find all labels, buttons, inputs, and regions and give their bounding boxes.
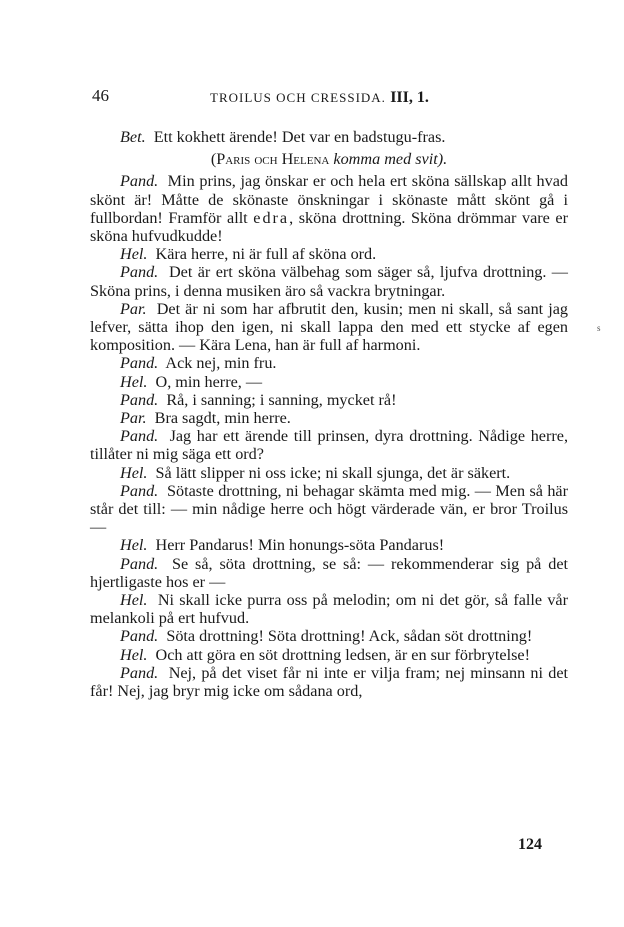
speaker-name: Bet.: [120, 128, 146, 146]
stage-direction-names: (Paris och Helena: [210, 150, 330, 169]
speech-text: Bra sagdt, min herre.: [154, 409, 291, 428]
running-header: [92, 86, 572, 108]
speech-text: Herr Pandarus! Min honungs-söta Pandarus!: [155, 536, 445, 555]
speaker-name: Par.: [120, 409, 147, 428]
speech-text: O, min herre, —: [155, 372, 263, 391]
speaker-name: Pand.: [120, 390, 159, 409]
speaker-name: Pand.: [120, 263, 159, 282]
speech-text: Och att göra en söt drottning ledsen, är en sur förbrytelse!: [155, 645, 530, 664]
speech: [90, 409, 568, 427]
speech: [90, 391, 568, 409]
speaker-name: Hel.: [120, 372, 148, 391]
speaker-name: Pand.: [120, 427, 159, 446]
speaker-name: Hel.: [120, 463, 148, 482]
speech-text: Rå, i sanning; i sanning, mycket rå!: [166, 390, 397, 409]
margin-mark: s: [597, 323, 601, 333]
speech: [90, 591, 568, 627]
speech-text: Ni skall icke purra oss på melodin; om ni det gör, så falle vår melankoli på ert hufvud.: [90, 591, 568, 628]
speaker-name: Hel.: [120, 591, 148, 610]
speech: [90, 373, 568, 391]
speech-text: Söta drottning! Söta drottning! Ack, sådan söt drottning!: [166, 627, 533, 646]
speech-text: Ett kokhett ärende! Det var en badstugu-fras.: [153, 128, 446, 146]
speech: [90, 664, 568, 700]
speech: [90, 646, 568, 664]
speech-text: Så lätt slipper ni oss icke; ni skall sjunga, det är säkert.: [155, 463, 511, 482]
speech: [90, 300, 568, 355]
speech-text: Jag har ett ärende till prinsen, dyra drottning. Nådige herre, tillåter ni mig säga ett ord?: [90, 427, 569, 464]
dialogue: [90, 172, 568, 700]
speaker-name: Pand.: [120, 554, 159, 573]
signature-mark: 124: [518, 836, 542, 853]
emphasis-spaced: edra: [253, 208, 290, 227]
speech-text: Sötaste drottning, ni behagar skämta med mig. — Men så här står det till: — min nådige herre och högt värderade vän, er bror Troilus —: [90, 481, 568, 537]
speech-text: Nej, på det viset får ni inte er vilja fram; nej minsann ni det får! Nej, jag bryr mig icke om sådana ord,: [90, 663, 568, 701]
speaker-name: Hel.: [120, 536, 148, 555]
text-body: [90, 128, 568, 700]
speech-text: Min prins, jag önskar er och hela ert sköna sällskap allt hvad skönt är! Måtte de skönaste önskningar i skönaste mått skönt gå i fullbordan! Framför allt: [90, 172, 568, 227]
speaker-name: Pand.: [120, 172, 159, 191]
speaker-name: Par.: [120, 299, 147, 318]
speech-text-cont: , sköna drottning. Sköna drömmar vare er sköna hufvudkudde!: [90, 208, 568, 246]
speech: [90, 555, 568, 591]
stage-direction: [90, 150, 568, 168]
speaker-name: Pand.: [120, 663, 159, 682]
speaker-name: Hel.: [120, 645, 148, 664]
page-number: 46: [92, 86, 109, 105]
stage-direction-action: komma med svit).: [333, 150, 448, 169]
speech: [90, 482, 568, 537]
speech-text: Ack nej, min fru.: [165, 354, 277, 373]
speaker-name: Pand.: [120, 627, 159, 646]
speech-text: Det är ert sköna välbehag som säger så, ljufva drottning. — Sköna prins, i denna musiken äro så vackra brytningar.: [90, 263, 568, 300]
speech-text: Se så, söta drottning, se så: — rekommenderar sig på det hjertligaste hos er —: [90, 554, 569, 591]
running-title-text: TROILUS OCH CRESSIDA.: [210, 90, 386, 105]
opening-speech: [90, 128, 568, 146]
speaker-name: Pand.: [120, 481, 159, 500]
speech: [90, 354, 568, 372]
act-scene: III, 1.: [390, 89, 429, 106]
speech-text: Det är ni som har afbrutit den, kusin; men ni skall, så sant jag lefver, sätta ihop den igen, ni skall lappa den med ett stycke af egen komposition. — Kära Lena, han är full af harmoni.: [90, 299, 569, 355]
speaker-name: Pand.: [120, 354, 159, 373]
speech: [90, 263, 568, 299]
speaker-name: Hel.: [120, 245, 148, 264]
running-title: [210, 89, 429, 107]
speech: [90, 464, 568, 482]
speech: [90, 627, 568, 645]
speech: [90, 427, 568, 463]
speech: [90, 536, 568, 554]
speech: [90, 172, 568, 245]
speech-text: Kära herre, ni är full af sköna ord.: [155, 245, 377, 264]
speech: [90, 245, 568, 263]
